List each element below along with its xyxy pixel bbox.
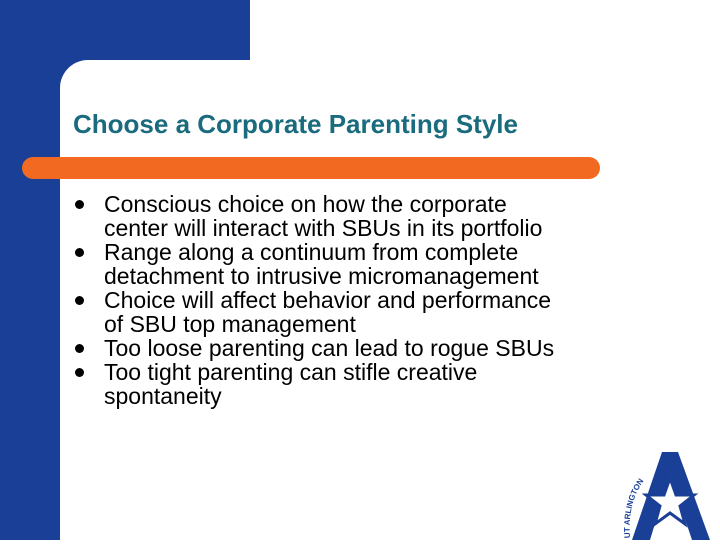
- bullet-text-line: Choice will affect behavior and performance: [104, 287, 552, 313]
- bullet-item: [75, 360, 675, 408]
- bullet-item: [75, 240, 675, 288]
- bullet-icon: [75, 200, 84, 209]
- bullet-list: [75, 192, 675, 408]
- logo-lettering: UT ARLINGTON: [622, 476, 646, 539]
- bullet-item: [75, 192, 675, 240]
- university-logo: [612, 448, 720, 540]
- bullet-icon: [75, 296, 84, 305]
- bullet-text-line: of SBU top management: [104, 311, 356, 337]
- bullet-text-line: center will interact with SBUs in its portfolio: [104, 215, 543, 241]
- bullet-text-line: detachment to intrusive micromanagement: [104, 263, 539, 289]
- bullet-text-line: Conscious choice on how the corporate: [104, 191, 507, 217]
- bullet-text-line: Too loose parenting can lead to rogue SBUs: [104, 335, 555, 361]
- bullet-item: [75, 336, 675, 360]
- bullet-item: [75, 288, 675, 336]
- bullet-icon: [75, 248, 84, 257]
- ut-arlington-star-logo-icon: [612, 448, 720, 540]
- bullet-text-line: Range along a continuum from complete: [104, 239, 519, 265]
- bullet-text-line: Too tight parenting can stifle creative: [104, 359, 478, 385]
- slide-title: Choose a Corporate Parenting Style: [73, 109, 518, 139]
- bullet-icon: [75, 368, 84, 377]
- bullet-text-line: spontaneity: [104, 383, 222, 409]
- title-accent-bar: [22, 157, 600, 179]
- bullet-icon: [75, 344, 84, 353]
